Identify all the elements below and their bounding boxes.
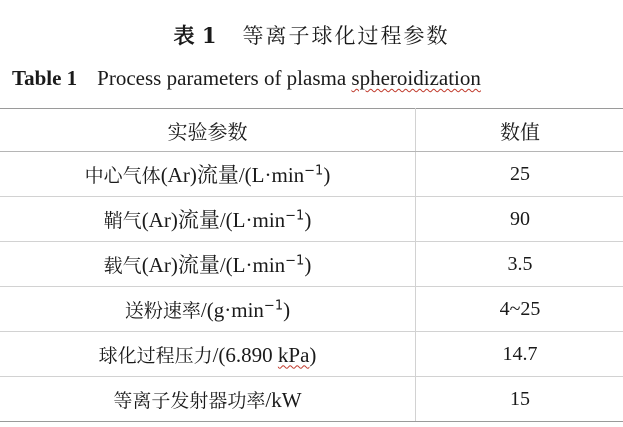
parameter-value-cell: 90	[416, 197, 623, 242]
parameter-unit: /kW	[265, 387, 302, 412]
parameter-unit: /(g·min	[200, 297, 264, 322]
parameter-name-cn: 中心气体	[84, 165, 161, 187]
parameter-name-cn: 送粉速率	[124, 299, 201, 322]
parameter-name-cell	[0, 152, 416, 197]
unit-superscript: −1	[304, 163, 324, 179]
caption-cn-text: 等离子球化过程参数	[242, 24, 450, 48]
parameter-name-cell	[0, 197, 416, 242]
parameter-unit-close: )	[304, 253, 312, 277]
header-value: 数值	[416, 109, 623, 152]
parameter-name-cell	[0, 242, 416, 287]
parameter-value-cell: 14.7	[416, 332, 623, 377]
parameter-unit-close: )	[283, 297, 291, 322]
parameter-name-cn: 等离子发射器功率	[113, 389, 266, 412]
caption-en-text: Process parameters of plasma	[97, 66, 352, 90]
header-row	[0, 109, 623, 152]
caption-en-spellcheck-word: spheroidization	[351, 66, 481, 90]
parameter-name-cell	[0, 287, 416, 332]
parameter-name-cell	[0, 332, 416, 377]
parameter-unit: (Ar)流量/(L·min	[141, 253, 286, 277]
parameter-unit-close: )	[309, 342, 317, 367]
process-parameters-table	[0, 108, 623, 422]
table-row	[0, 332, 623, 377]
table-row	[0, 377, 623, 422]
table-row	[0, 287, 623, 332]
table-body	[0, 152, 623, 422]
parameter-unit-close: )	[323, 163, 331, 187]
parameter-unit-spellcheck-word: kPa	[277, 342, 310, 367]
table-row	[0, 242, 623, 287]
parameter-name-cell	[0, 377, 416, 422]
parameter-unit: (Ar)流量/(L·min	[160, 163, 305, 187]
table-caption-english	[12, 64, 481, 92]
unit-superscript: −1	[285, 253, 305, 269]
parameter-name-cn: 球化过程压力	[98, 344, 213, 367]
caption-en-label: Table 1	[12, 66, 78, 90]
parameter-unit-close: )	[304, 208, 312, 232]
parameter-name-cn: 载气	[103, 255, 142, 277]
parameter-name-cn: 鞘气	[103, 210, 142, 232]
parameter-value-cell: 4~25	[416, 287, 623, 332]
parameter-unit: (Ar)流量/(L·min	[141, 208, 286, 232]
unit-superscript: −1	[263, 298, 284, 314]
parameter-value-cell: 3.5	[416, 242, 623, 287]
parameter-value-cell: 15	[416, 377, 623, 422]
table-caption-chinese	[0, 22, 623, 50]
parameter-unit: /(6.890	[212, 342, 278, 367]
caption-cn-label: 表 1	[173, 23, 217, 48]
unit-superscript: −1	[285, 208, 305, 224]
header-parameter: 实验参数	[0, 109, 416, 152]
table-row	[0, 152, 623, 197]
table-row	[0, 197, 623, 242]
parameter-value-cell: 25	[416, 152, 623, 197]
table-header	[0, 109, 623, 152]
